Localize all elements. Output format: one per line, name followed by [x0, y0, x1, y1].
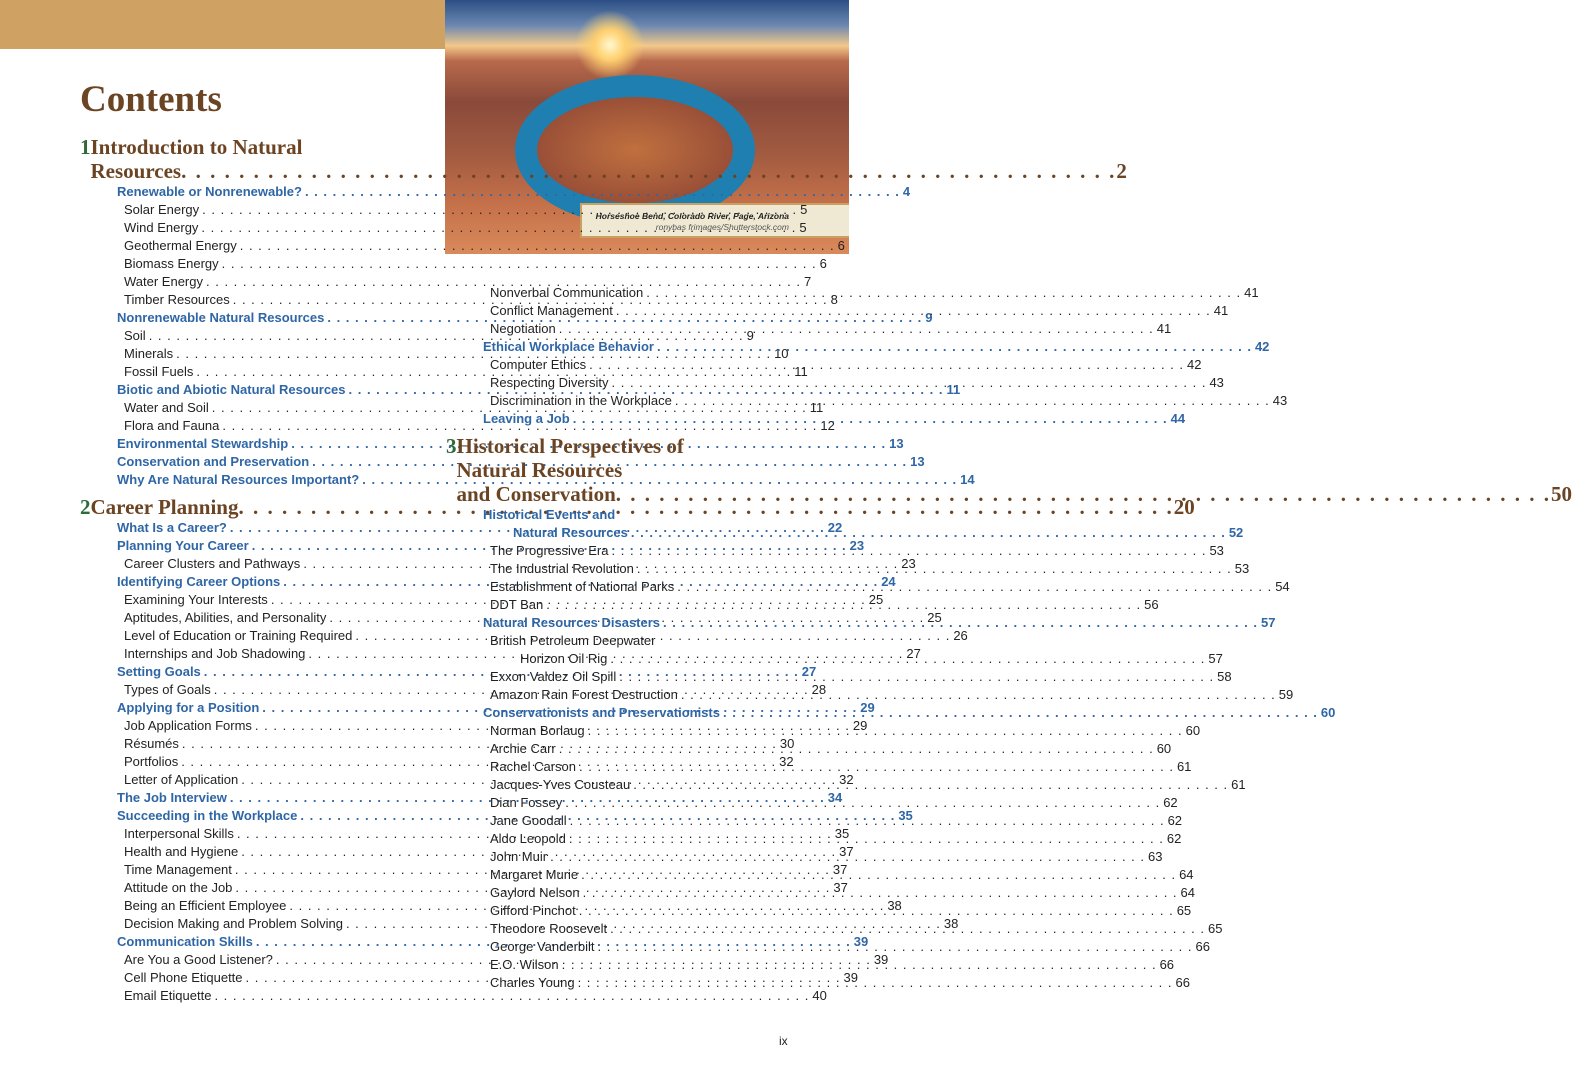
entry-title: What Is a Career?	[117, 520, 227, 535]
page-ref: 39	[853, 934, 869, 949]
entry-title: Aptitudes, Abilities, and Personality	[124, 610, 327, 625]
entry-title: Rachel Carson	[490, 759, 576, 774]
chapter-title-line	[91, 159, 1127, 183]
page-ref: 29	[852, 718, 868, 733]
dot-leader	[302, 183, 903, 201]
entry-title: Theodore Roosevelt	[490, 921, 608, 936]
page-ref: 27	[906, 646, 921, 661]
page-ref: 24	[881, 574, 896, 589]
page-ref: 42	[1187, 357, 1202, 372]
entry-title: Portfolios	[124, 754, 179, 769]
page-ref: 59	[1278, 687, 1294, 702]
page-ref: 37	[832, 862, 848, 877]
entry-title: Leaving a Job	[483, 411, 570, 426]
dot-leader	[570, 410, 1171, 428]
page-ref: 37	[839, 844, 854, 859]
page-ref: 38	[887, 898, 902, 913]
dot-leader	[586, 356, 1187, 374]
dot-leader	[616, 482, 1551, 506]
entry-title: Succeeding in the Workplace	[117, 808, 298, 823]
dot-leader	[559, 956, 1160, 974]
caption-credit: ronybas frimages/Shutterstock.com	[655, 222, 789, 232]
entry-title: Solar Energy	[124, 202, 200, 217]
entry-title: Are You a Good Listener?	[124, 952, 273, 967]
entry-title: Minerals	[124, 346, 174, 361]
page-title: Contents	[80, 79, 222, 120]
page-ref: 14	[960, 472, 975, 487]
entry-title: Job Application Forms	[124, 718, 252, 733]
caption-title: Horseshoe Bend, Colorado River, Page, Arizona	[595, 211, 789, 221]
entry-title: Level of Education or Training Required	[124, 628, 353, 643]
dot-leader	[720, 704, 1321, 722]
page-ref: 57	[1208, 651, 1223, 666]
subsection-entry[interactable]	[483, 320, 1172, 338]
page-ref: 8	[830, 292, 838, 307]
entry-title: Exxon Valdez Oil Spill	[490, 669, 617, 684]
dot-leader	[578, 866, 1179, 884]
page-ref: 41	[1213, 303, 1229, 318]
page-ref: 11	[809, 400, 824, 415]
page-ref: 11	[794, 364, 808, 379]
entry-title: Environmental Stewardship	[117, 436, 289, 451]
section-entry[interactable]	[117, 471, 975, 489]
title-text: Introduction to Natural	[90, 135, 303, 159]
page-ref: 13	[910, 454, 925, 469]
dot-leader	[566, 830, 1167, 848]
page-ref: 37	[833, 880, 848, 895]
entry-title: Conservation and Preservation	[117, 454, 310, 469]
page-ref: 5	[799, 220, 807, 235]
dot-leader	[576, 902, 1177, 920]
subsection-entry[interactable]	[483, 302, 1229, 320]
entry-title: Health and Hygiene	[124, 844, 239, 859]
dot-leader	[630, 776, 1231, 794]
entry-title: Amazon Rain Forest Destruction	[490, 687, 678, 702]
entry-title: British Petroleum Deepwater	[490, 633, 656, 648]
page-ref: 62	[1167, 813, 1183, 828]
page-ref: 41	[1156, 321, 1172, 336]
entry-title: Biotic and Abiotic Natural Resources	[117, 382, 346, 397]
entry-title: Charles Young	[490, 975, 575, 990]
dot-leader	[609, 374, 1210, 392]
entry-title: Water and Soil	[124, 400, 209, 415]
entry-title: Negotiation	[490, 321, 556, 336]
page-ref: 22	[827, 520, 843, 535]
page-ref: 28	[811, 682, 827, 697]
dot-leader	[607, 920, 1208, 938]
page-ref: 60	[1156, 741, 1172, 756]
page-ref: 6	[837, 238, 845, 253]
entry-line	[124, 255, 827, 273]
page-ref: 53	[1209, 543, 1224, 558]
entry-title: Gaylord Nelson	[490, 885, 580, 900]
page-ref: 65	[1208, 921, 1223, 936]
chapter-title-line	[91, 135, 1127, 159]
entry-title: Renewable or Nonrenewable?	[117, 184, 302, 199]
page-ref: 32	[839, 772, 854, 787]
page-ref: 62	[1163, 795, 1178, 810]
entry-line	[117, 183, 911, 201]
page-number: ix	[779, 1034, 788, 1048]
page-ref: 64	[1180, 885, 1196, 900]
chapter-title-line	[457, 458, 1572, 482]
chapter-title	[91, 135, 1127, 183]
entry-title: Identifying Career Options	[117, 574, 281, 589]
entry-title: Establishment of National Parks	[490, 579, 675, 594]
entry-title: Timber Resources	[124, 292, 230, 307]
section-entry[interactable]	[117, 183, 911, 201]
entry-line	[490, 284, 1259, 302]
page-ref: 53	[1234, 561, 1250, 576]
page-ref: 11	[946, 382, 961, 397]
page-ref: 42	[1254, 339, 1270, 354]
entry-title: Computer Ethics	[490, 357, 587, 372]
entry-title: Being an Efficient Employee	[124, 898, 287, 913]
entry-title: Email Etiquette	[124, 988, 212, 1003]
entry-line	[483, 506, 750, 524]
page-ref: 52	[1228, 525, 1244, 540]
header-band	[0, 0, 445, 49]
page-ref: 35	[898, 808, 913, 823]
entry-line	[117, 471, 975, 489]
subsection-entry[interactable]	[483, 284, 1259, 302]
entry-title: Decision Making and Problem Solving	[124, 916, 343, 931]
entry-line	[490, 320, 1172, 338]
dot-leader	[585, 722, 1186, 740]
entry-title: Respecting Diversity	[490, 375, 609, 390]
subsection-entry[interactable]	[117, 273, 812, 291]
page-ref: 20	[1173, 495, 1195, 519]
entry-title: Natural Resources Disasters	[483, 615, 661, 630]
dot-leader	[660, 614, 1261, 632]
page-ref: 40	[812, 988, 827, 1003]
title-text: Historical Perspectives of	[456, 434, 684, 458]
entry-title: Margaret Murie	[490, 867, 579, 882]
page-ref: 23	[849, 538, 865, 553]
dot-leader	[198, 219, 799, 237]
dot-leader	[181, 159, 1116, 183]
entry-title: Letter of Application	[124, 772, 239, 787]
page-ref: 26	[953, 628, 968, 643]
dot-leader	[543, 596, 1144, 614]
page-ref: 27	[801, 664, 817, 679]
entry-title: Interpersonal Skills	[124, 826, 234, 841]
dot-leader	[575, 974, 1176, 992]
dot-leader	[613, 302, 1214, 320]
entry-title: Historical Events and	[483, 507, 616, 522]
entry-title: Geothermal Energy	[124, 238, 237, 253]
entry-line	[124, 237, 845, 255]
dot-leader	[556, 740, 1157, 758]
dot-leader	[556, 320, 1157, 338]
page-ref: 39	[843, 970, 858, 985]
entry-title: Fossil Fuels	[124, 364, 194, 379]
page-ref: 50	[1551, 482, 1572, 506]
page-ref: 66	[1195, 939, 1210, 954]
page-ref: 6	[819, 256, 827, 271]
entry-title: Conflict Management	[490, 303, 613, 318]
title-text: Career Planning	[90, 495, 239, 519]
entry-title: Flora and Fauna	[124, 418, 220, 433]
page-ref: 10	[774, 346, 789, 361]
entry-title: Résumés	[124, 736, 179, 751]
page-ref: 65	[1176, 903, 1192, 918]
entry-title: Career Clusters and Pathways	[124, 556, 301, 571]
entry-title: Time Management	[124, 862, 232, 877]
entry-line	[490, 632, 750, 650]
dot-leader	[237, 237, 838, 255]
page-ref: 32	[779, 754, 794, 769]
title-text: and Conservation	[456, 482, 616, 506]
dot-leader	[547, 848, 1148, 866]
title-text: Natural Resources	[456, 458, 623, 482]
page-ref: 39	[873, 952, 889, 967]
page-ref: 38	[943, 916, 959, 931]
dot-leader	[678, 686, 1279, 704]
page-ref: 23	[901, 556, 916, 571]
entry-title: Jacques-Yves Cousteau	[490, 777, 631, 792]
entry-title: Discrimination in the Workplace	[490, 393, 672, 408]
entry-title: Cell Phone Etiquette	[124, 970, 243, 985]
page-ref: 57	[1260, 615, 1276, 630]
page-ref: 9	[746, 328, 754, 343]
chapter-entry[interactable]	[80, 135, 1127, 183]
dot-leader	[199, 201, 800, 219]
chapter-title-line	[457, 482, 1572, 506]
dot-leader	[567, 812, 1168, 830]
entry-title: Aldo Leopold	[490, 831, 566, 846]
page-ref: 7	[803, 274, 812, 289]
entry-title: Soil	[124, 328, 146, 343]
entry-title: Nonrenewable Natural Resources	[117, 310, 325, 325]
entry-title: Conservationists and Preservationists	[483, 705, 720, 720]
entry-title: George Vanderbilt	[490, 939, 595, 954]
page-ref: 61	[1231, 777, 1246, 792]
sun-glow	[575, 10, 645, 80]
page-ref: 5	[800, 202, 808, 217]
dot-leader	[576, 758, 1177, 776]
dot-leader	[643, 284, 1244, 302]
page-ref: 56	[1144, 597, 1159, 612]
page-ref: 61	[1176, 759, 1192, 774]
entry-title: Archie Carr	[490, 741, 556, 756]
entry-title: The Job Interview	[117, 790, 227, 805]
entry-title: John Muir	[490, 849, 548, 864]
page-ref: 41	[1244, 285, 1259, 300]
entry-title: The Industrial Revolution	[490, 561, 634, 576]
dot-leader	[219, 255, 820, 273]
entry-title: Norman Borlaug	[490, 723, 585, 738]
entry-line	[124, 987, 827, 1005]
dot-leader	[562, 794, 1163, 812]
subsection-entry[interactable]	[117, 237, 845, 255]
dot-leader	[616, 668, 1217, 686]
dot-leader	[672, 392, 1273, 410]
entry-title: Applying for a Position	[117, 700, 260, 715]
chapter-title	[457, 434, 1572, 506]
page-ref: 9	[925, 310, 933, 325]
page-ref: 60	[1185, 723, 1201, 738]
entry-title: Planning Your Career	[117, 538, 249, 553]
entry-title: Horizon Oil Rig	[520, 651, 608, 666]
entry-title: The Progressive Era	[490, 543, 609, 558]
entry-title: Ethical Workplace Behavior	[483, 339, 654, 354]
page-ref: 35	[834, 826, 850, 841]
dot-leader	[674, 578, 1275, 596]
page-ref: 12	[820, 418, 835, 433]
page-ref: 43	[1272, 393, 1288, 408]
page-ref: 66	[1175, 975, 1190, 990]
chapter-number: 3	[446, 434, 457, 458]
entry-title: Biomass Energy	[124, 256, 219, 271]
page-ref: 30	[779, 736, 795, 751]
entry-title: Water Energy	[124, 274, 203, 289]
page-ref: 43	[1209, 375, 1224, 390]
chapter-number: 1	[80, 135, 91, 159]
page-ref: 34	[827, 790, 843, 805]
subsection-entry[interactable]	[117, 255, 827, 273]
page-ref: 58	[1217, 669, 1232, 684]
page-ref: 62	[1166, 831, 1182, 846]
chapter-number: 2	[80, 495, 91, 519]
entry-title: Attitude on the Job	[124, 880, 233, 895]
page-ref: 4	[902, 184, 911, 199]
dot-leader	[580, 884, 1181, 902]
entry-title: DDT Ban	[490, 597, 544, 612]
entry-title: Dian Fossey	[490, 795, 563, 810]
entry-title: Internships and Job Shadowing	[124, 646, 306, 661]
page-ref: 25	[927, 610, 942, 625]
entry-title: E.O. Wilson	[490, 957, 559, 972]
page-ref: 13	[889, 436, 904, 451]
chapter-title-line	[457, 434, 1572, 458]
dot-leader	[607, 650, 1208, 668]
entry-title: Types of Goals	[124, 682, 211, 697]
dot-leader	[595, 938, 1196, 956]
entry-title: Setting Goals	[117, 664, 201, 679]
dot-leader	[654, 338, 1255, 356]
entry-line	[124, 273, 812, 291]
entry-title: Wind Energy	[124, 220, 199, 235]
page-ref: 29	[860, 700, 875, 715]
dot-leader	[609, 542, 1210, 560]
entry-title: Jane Goodall	[490, 813, 567, 828]
page-ref: 63	[1148, 849, 1163, 864]
entry-title: Natural Resources	[513, 525, 628, 540]
entry-title: Examining Your Interests	[124, 592, 268, 607]
entry-title: Gifford Pinchot	[490, 903, 576, 918]
subsection-entry[interactable]	[117, 987, 827, 1005]
title-text: Resources	[90, 159, 182, 183]
dot-leader	[628, 524, 1229, 542]
page-ref: 25	[868, 592, 884, 607]
page-ref: 54	[1275, 579, 1290, 594]
entry-title: Communication Skills	[117, 934, 253, 949]
page-ref: 44	[1170, 411, 1186, 426]
page-ref: 2	[1116, 159, 1127, 183]
entry-title: Nonverbal Communication	[490, 285, 644, 300]
page-ref: 64	[1179, 867, 1194, 882]
page-ref: 60	[1320, 705, 1336, 720]
entry-line	[490, 302, 1229, 320]
dot-leader	[634, 560, 1235, 578]
entry-title: Why Are Natural Resources Important?	[117, 472, 360, 487]
page-ref: 66	[1159, 957, 1175, 972]
